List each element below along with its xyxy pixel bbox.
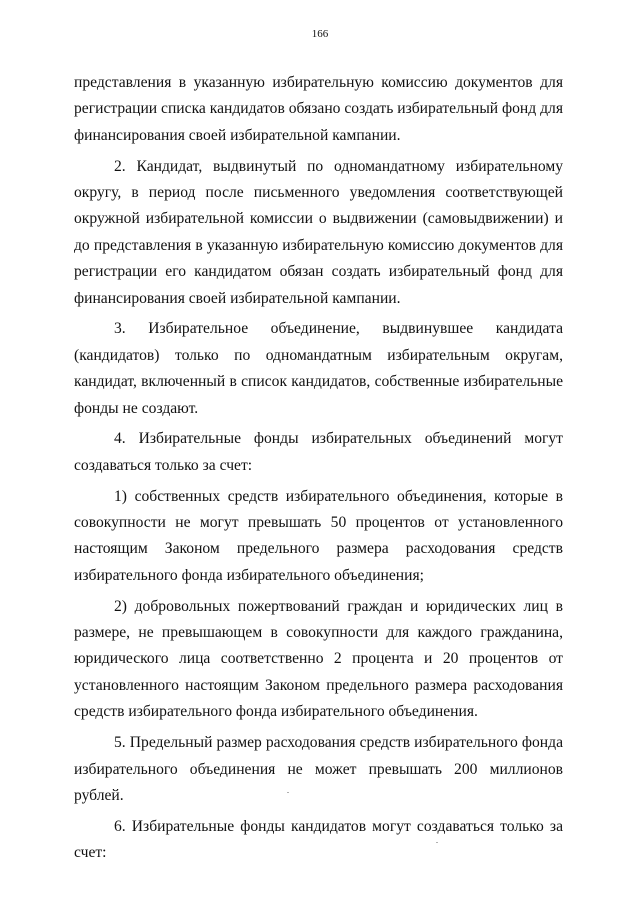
paragraph-6: 6. Избирательные фонды кандидатов могут создаваться только за счет: — [74, 817, 563, 862]
paragraph-4-item-1: 1) собственных средств избирательного объединения, которые в совокупности не могут превышать 50 процентов от установленного настоящим Законом предельного размера расходования средств избирательного фонда избирательного объединения; — [74, 487, 563, 584]
paragraph-4: 4. Избирательные фонды избирательных объединений могут создаваться только за счет: — [74, 430, 563, 474]
paragraph-5: 5. Предельный размер расходования средств избирательного фонда избирательного объединения не может превышать 200 миллионов рублей. — [74, 734, 563, 804]
paragraph-continuation: представления в указанную избирательную комиссию документов для регистрации списка кандидатов обязано создать избирательный фонд для финансирования своей избирательной кампании. — [74, 74, 564, 144]
paragraph-2: 2. Кандидат, выдвинутый по одномандатному избирательному округу, в период после письменного уведомления соответствующей окружной избирательной комиссии о выдвижении (самовыдвижении) и до представления в указанную избирательную комиссию документов для регистрации его кандидатом обязан создать избирательный фонд для финансирования своей избирательной кампании. — [74, 157, 563, 307]
scan-speck — [436, 842, 438, 843]
page-number: 166 — [311, 28, 329, 40]
paragraph-4-item-2: 2) добровольных пожертвований граждан и юридических лиц в размере, не превышающем в совокупности для каждого гражданина, юридического лица соответственно 2 процента и 20 процентов от установленного настоящим Законом предельного размера расходования средств избирательного фонда избирательного объединения. — [74, 597, 563, 721]
scan-speck — [287, 792, 289, 793]
body-text — [74, 70, 563, 871]
paragraph-3: 3. Избирательное объединение, выдвинувшее кандидата (кандидатов) только по одномандатным избирательным округам, кандидат, включенный в список кандидатов, собственные избирательные фонды не создают. — [74, 320, 563, 417]
